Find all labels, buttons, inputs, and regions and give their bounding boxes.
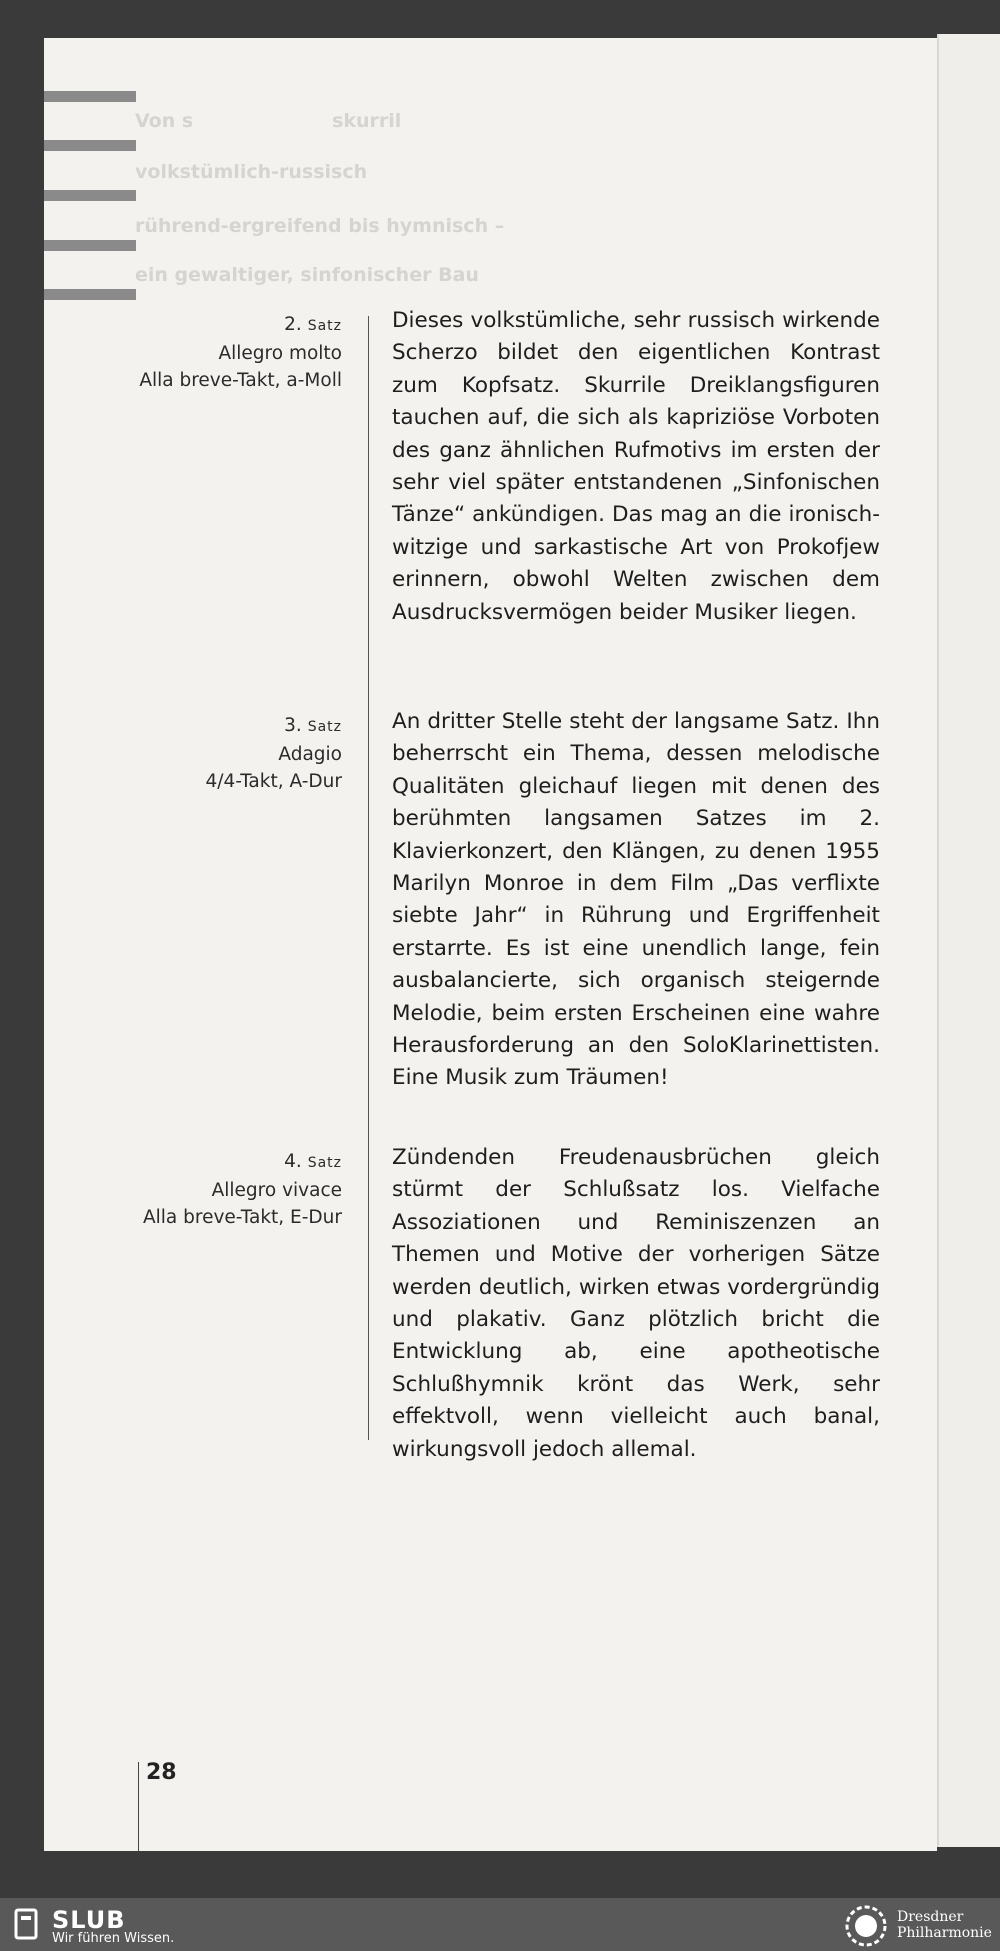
movement-meter: Alla breve-Takt, E-Dur — [142, 1207, 342, 1228]
show-through-heading: rührend-ergreifend bis hymnisch – — [135, 215, 505, 237]
margin-tab — [44, 140, 136, 151]
movement-description: An dritter Stelle steht der langsame Satz. Ihn beherrscht ein Thema, dessen melodische Qualitäten gleichauf liegen mit denen des berühmten langsamen Satzes im 2. Klavierkonzert, den Klängen, zu denen 1955 Marilyn Monroe in dem Film „Das verflixte siebte Jahr“ in Rührung und Ergriffenheit erstarrte. Es ist eine unendlich lange, fein ausbalancierte, sich organisch steigernde Melodie, beim ersten Erscheinen eine wahre Herausforderung an den SoloKlarinettisten. Eine Musik zum Träumen! — [392, 709, 880, 1091]
movement-heading: 3. Satz — [284, 715, 342, 736]
movement-label — [205, 712, 342, 795]
movement-label — [143, 1148, 342, 1231]
library-tagline: Wir führen Wissen. — [52, 1931, 175, 1946]
page-number: 28 — [146, 1760, 177, 1785]
show-through-heading: volkstümlich-russisch — [135, 161, 368, 183]
show-through-heading: ein gewaltiger, sinfonischer Bau — [135, 264, 479, 286]
slub-logo-icon — [12, 1908, 42, 1942]
orchestra-name-line1: Dresdner — [897, 1909, 964, 1925]
margin-tab — [44, 190, 136, 201]
page-number-rule — [138, 1762, 139, 1852]
show-through-heading: Von s skurril — [135, 110, 402, 132]
movement-meter: Alla breve-Takt, a-Moll — [139, 370, 342, 391]
footer-bar — [0, 1898, 1000, 1951]
orchestra-name — [897, 1909, 992, 1941]
movement-tempo: Allegro molto — [218, 343, 342, 364]
column-rule — [368, 316, 369, 1440]
orchestra-logo-icon — [844, 1904, 888, 1948]
movement-label — [139, 311, 342, 394]
movement-tempo: Adagio — [278, 744, 342, 765]
margin-tab — [44, 91, 136, 102]
orchestra-name-line2: Philharmonie — [897, 1925, 992, 1941]
next-page-edge — [937, 34, 1000, 1847]
movement-heading: 2. Satz — [284, 314, 342, 335]
movement-description: Zündenden Freudenausbrüchen gleich stürmt der Schlußsatz los. Vielfache Assoziationen und Reminiszenzen an Themen und Motive der vorherigen Sätze werden deutlich, wirken etwas vordergründig und plakativ. Ganz plötzlich bricht die Entwicklung ab, eine apotheotische Schlußhymnik krönt das Werk, sehr effektvoll, wenn vielleicht auch banal, wirkungsvoll jedoch allemal. — [392, 1145, 880, 1462]
library-name: SLUB — [52, 1906, 126, 1934]
movement-heading: 4. Satz — [284, 1151, 342, 1172]
margin-tab — [44, 289, 136, 300]
movement-tempo: Allegro vivace — [211, 1180, 342, 1201]
movement-meter: 4/4-Takt, A-Dur — [205, 771, 342, 792]
movement-description: Dieses volkstümliche, sehr russisch wirkende Scherzo bildet den eigentlichen Kontrast zum Kopfsatz. Skurrile Dreiklangsfiguren tauchen auf, die sich als kapriziöse Vorboten des ganz ähnlichen Rufmotivs im ersten der sehr viel später entstandenen „Sinfonischen Tänze“ ankündigen. Das mag an die ironisch-witzige und sarkastische Art von Prokofjew erinnern, obwohl Welten zwischen dem Ausdrucksvermögen beider Musiker liegen. — [392, 308, 880, 625]
margin-tab — [44, 240, 136, 251]
